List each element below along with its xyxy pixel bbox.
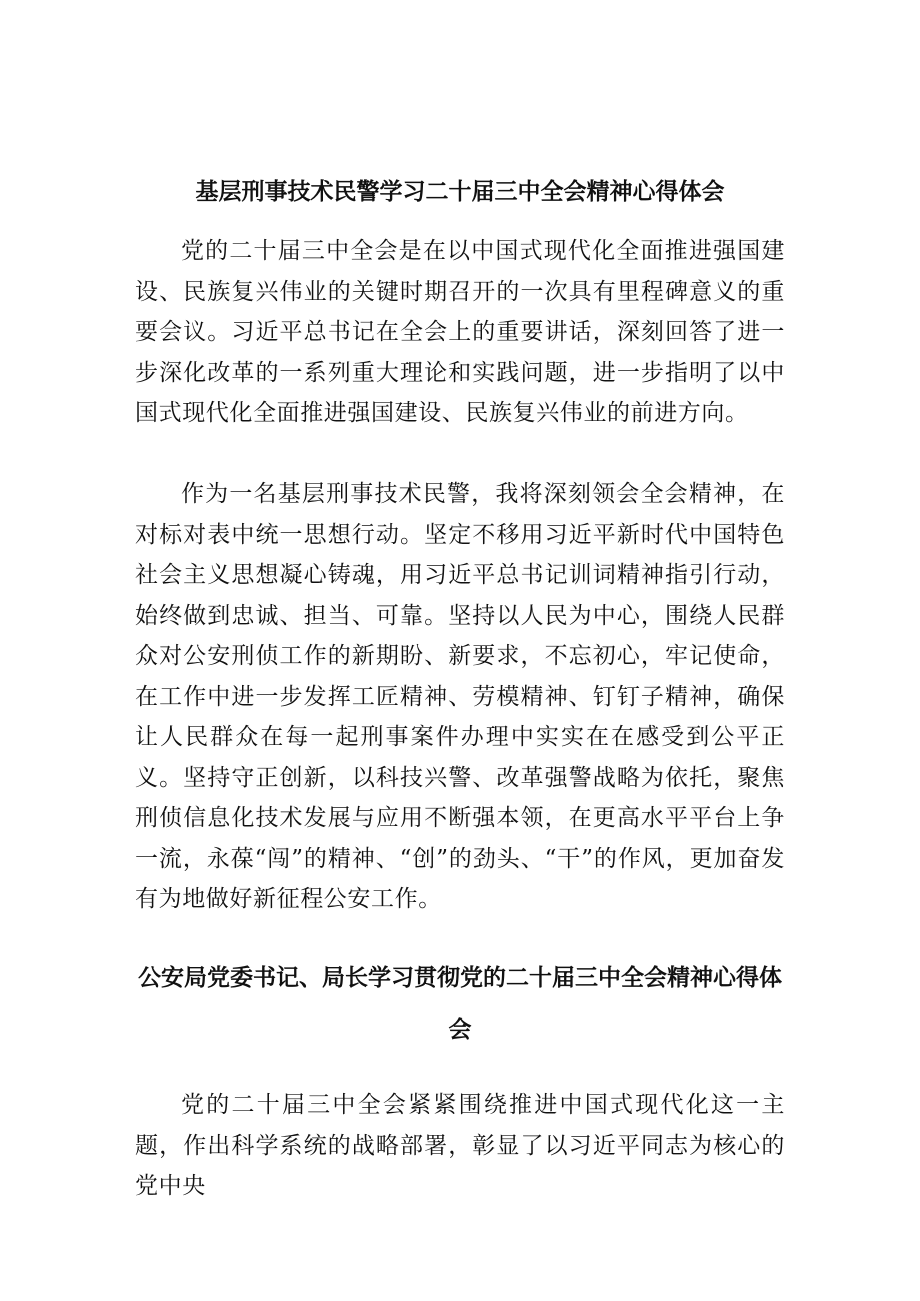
article-1-paragraph-2: 作为一名基层刑事技术民警，我将深刻领会全会精神，在对标对表中统一思想行动。坚定不移用习近平新时代中国特色社会主义思想凝心铸魂，用习近平总书记训词精神指引行动，始终做到忠诚、担当、可靠。坚持以人民为中心，围绕人民群众对公安刑侦工作的新期盼、新要求，不忘初心，牢记使命，在工作中进一步发挥工匠精神、劳模精神、钉钉子精神，确保让人民群众在每一起刑事案件办理中实实在在感受到公平正义。坚持守正创新，以科技兴警、改革强警战略为依托，聚焦刑侦信息化技术发展与应用不断强本领，在更高水平平台上争一流，永葆“闯”的精神、“创”的劲头、“干”的作风，更加奋发有为地做好新征程公安工作。: [135, 481, 785, 912]
article-2-paragraph-1: 党的二十届三中全会紧紧围绕推进中国式现代化这一主题，作出科学系统的战略部署，彰显了以习近平同志为核心的党中央: [135, 1092, 785, 1199]
article-1-paragraph-1: 党的二十届三中全会是在以中国式现代化全面推进强国建设、民族复兴伟业的关键时期召开的一次具有里程碑意义的重要会议。习近平总书记在全会上的重要讲话，深刻回答了进一步深化改革的一系列重大理论和实践问题，进一步指明了以中国式现代化全面推进强国建设、民族复兴伟业的前进方向。: [135, 238, 785, 426]
article-2-title: 公安局党委书记、局长学习贯彻党的二十届三中全会精神心得体会: [138, 965, 782, 1043]
article-1-title: 基层刑事技术民警学习二十届三中全会精神心得体会: [195, 179, 725, 205]
